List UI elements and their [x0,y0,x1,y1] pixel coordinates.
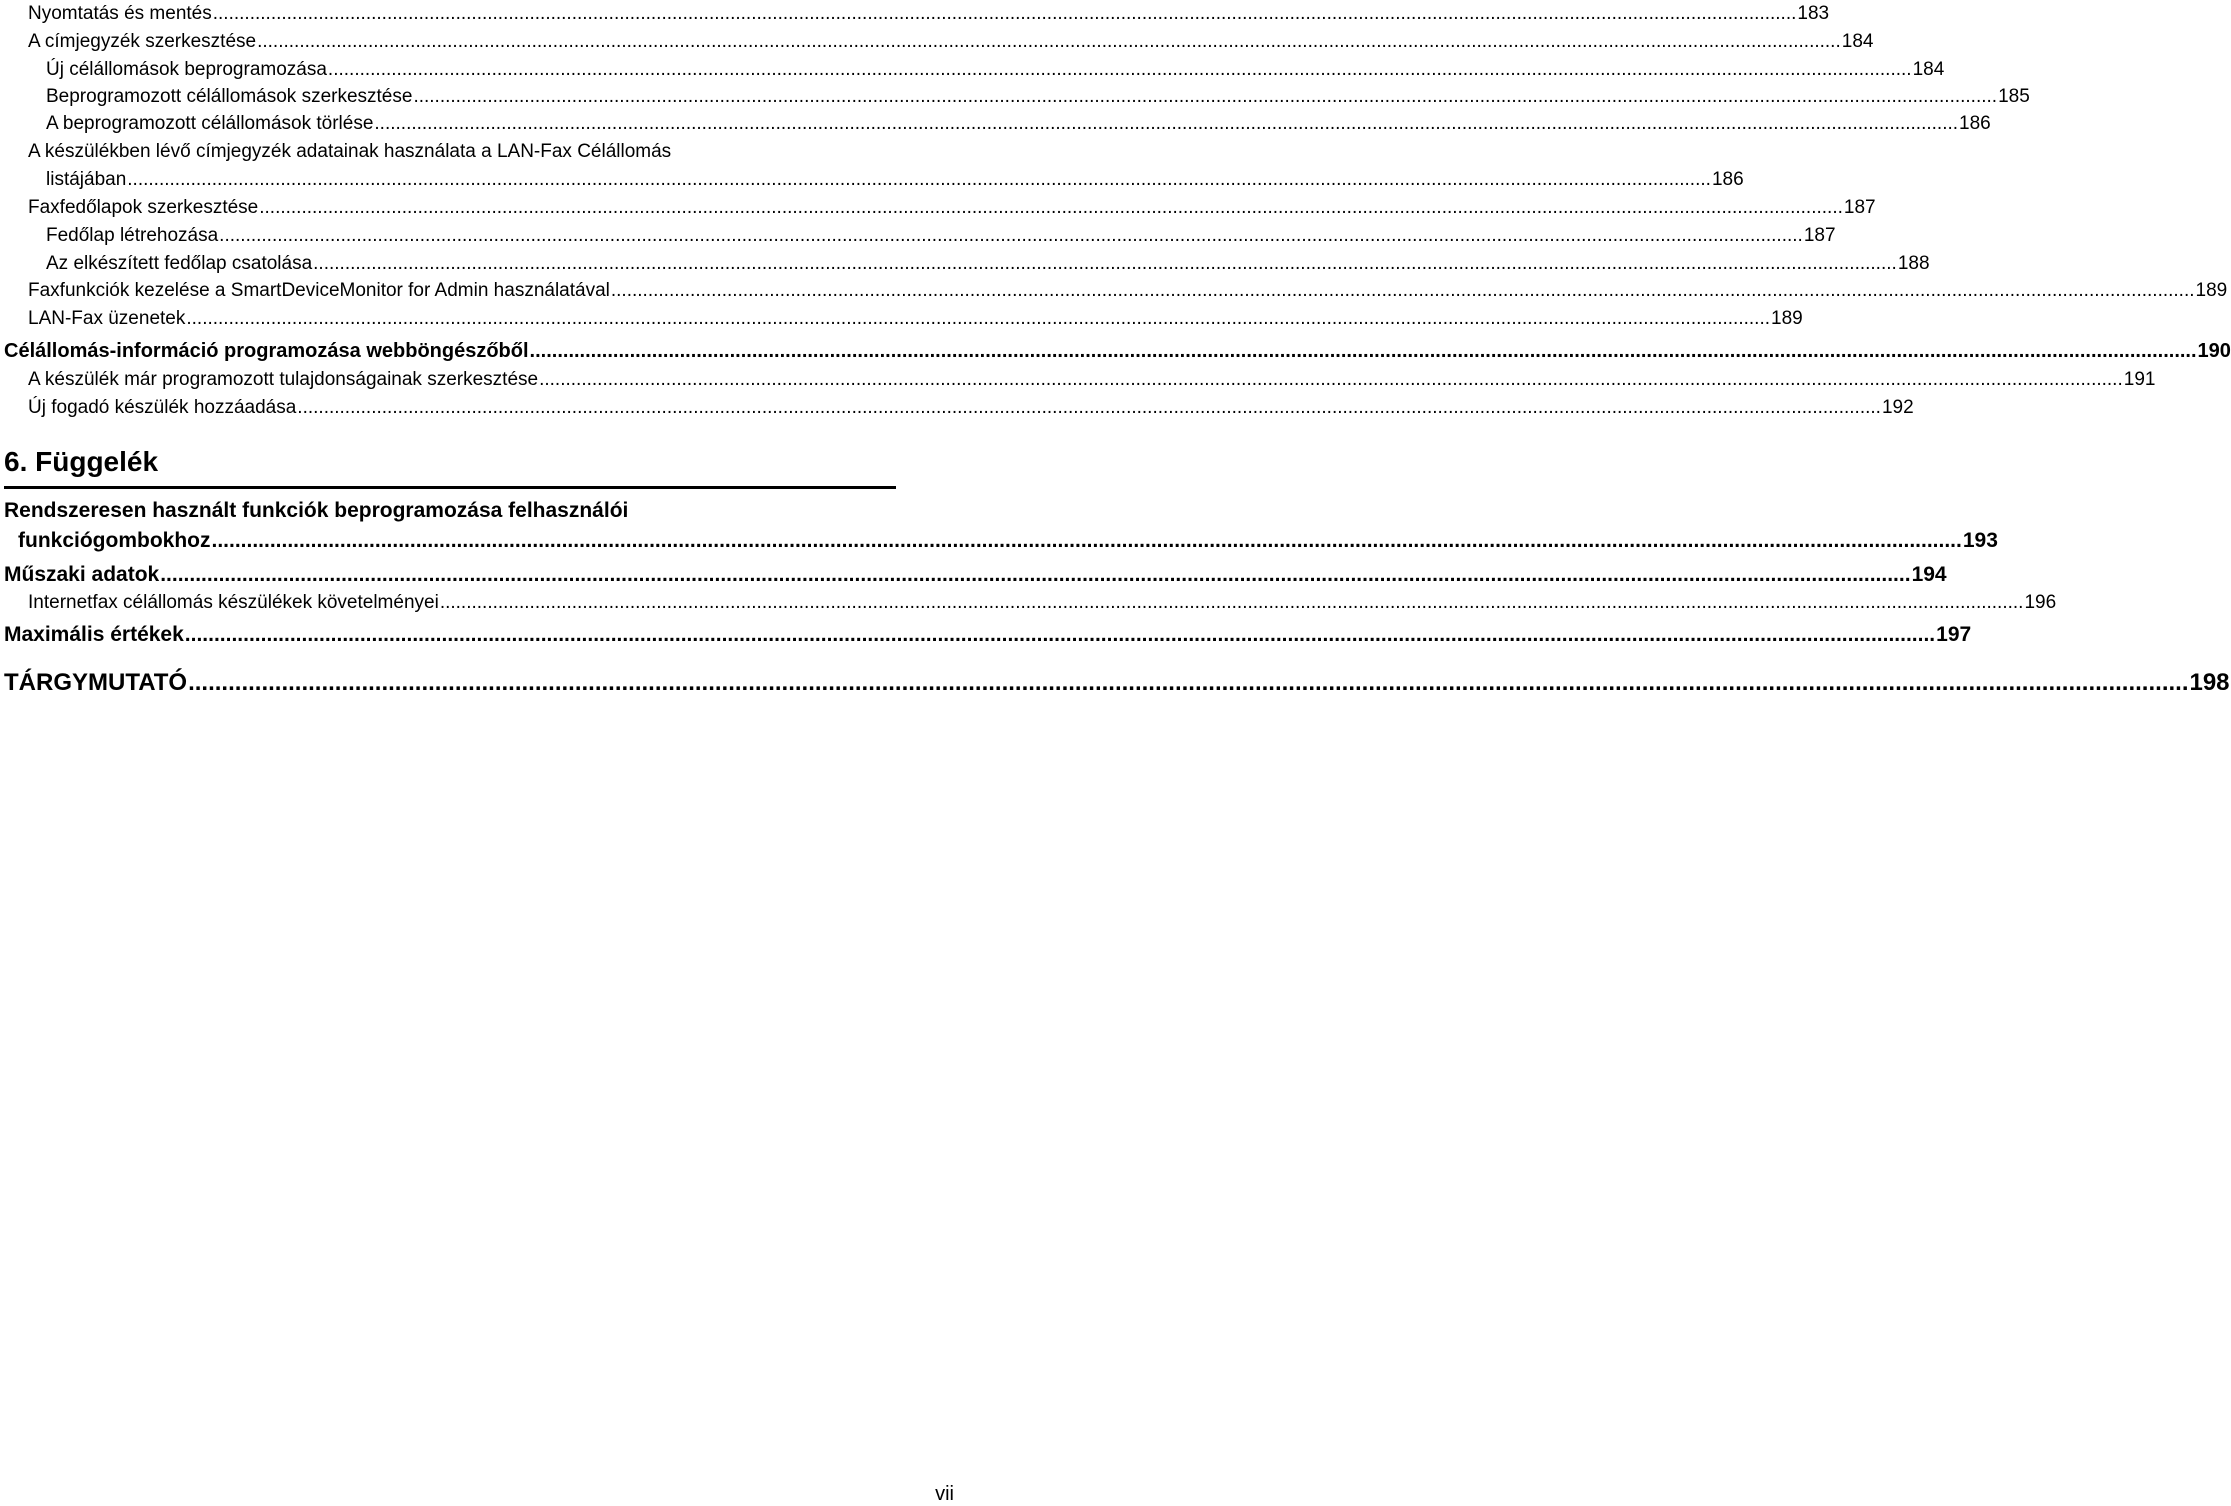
toc-entry[interactable] [28,308,1803,329]
leader-dots: ............................................................................................................................................................................................................................................................................................................ [186,308,1771,329]
toc-entry-page: 186 [1711,169,1744,190]
toc-entry[interactable] [4,563,1947,586]
toc-entry[interactable] [46,253,1930,274]
toc-entry[interactable] [46,113,1991,134]
toc-entry-page: 190 [2197,340,2231,362]
leader-dots: ............................................................................................................................................................................................................................................................................................................ [529,340,2197,362]
leader-dots: ............................................................................................................................................................................................................................................................................................................ [127,169,1711,190]
toc-entry-title: Internetfax célállomás készülékek követelményei [28,592,439,613]
toc-entry-title: Faxfunkciók kezelése a SmartDeviceMonitor for Admin használatával [28,280,610,301]
leader-dots: ............................................................................................................................................................................................................................................................................................................ [413,86,1998,107]
toc-entry[interactable] [46,86,2030,107]
toc-entry-title: LAN-Fax üzenetek [28,308,186,329]
toc-entry-title: Fedőlap létrehozása [46,225,219,246]
toc-entry-page: 189 [2195,280,2228,301]
leader-dots: ............................................................................................................................................................................................................................................................................................................ [184,623,1936,646]
toc-entry-title: A címjegyzék szerkesztése [28,31,257,52]
leader-dots: ............................................................................................................................................................................................................................................................................................................ [374,113,1959,134]
toc-entry-page: 187 [1803,225,1836,246]
toc-entry[interactable] [28,280,2228,301]
toc-entry-page: 184 [1912,59,1945,80]
toc-entry-page: 192 [1881,397,1914,418]
toc-entry-page: 185 [1998,86,2030,107]
toc-entry-title: Maximális értékek [4,623,184,646]
chapter-heading: 6. Függelék [4,446,159,477]
toc-entry[interactable] [46,59,1945,80]
leader-dots: ............................................................................................................................................................................................................................................................................................................ [160,563,1911,586]
leader-dots: ............................................................................................................................................................................................................................................................................................................ [259,197,1843,218]
toc-entry-title: listájában [46,169,127,190]
toc-entry-title: Faxfedőlapok szerkesztése [28,197,259,218]
toc-entry-title: Nyomtatás és mentés [28,3,212,24]
leader-dots: ............................................................................................................................................................................................................................................................................................................ [610,280,2195,301]
toc-entry[interactable] [28,31,1874,52]
toc-entry-title: Az elkészített fedőlap csatolása [46,253,313,274]
toc-entry[interactable] [46,169,1744,190]
leader-dots: ............................................................................................................................................................................................................................................................................................................ [539,369,2123,390]
toc-entry[interactable] [28,3,1830,24]
toc-entry-title: Célállomás-információ programozása webböngészőből [4,340,529,362]
toc-entry[interactable] [28,592,2057,613]
toc-entry-page: 197 [1936,623,1972,646]
toc-entry-page: 184 [1841,31,1874,52]
toc-entry-title: Beprogramozott célállomások szerkesztése [46,86,413,107]
page-number: vii [935,1483,954,1505]
toc-entry[interactable] [4,340,2231,362]
toc-entry-title: TÁRGYMUTATÓ [4,669,188,696]
leader-dots: ............................................................................................................................................................................................................................................................................................................ [327,59,1912,80]
toc-entry-title: Új fogadó készülék hozzáadása [28,397,297,418]
toc-entry-page: 191 [2123,369,2156,390]
toc-entry-page: 187 [1843,197,1876,218]
leader-dots: ............................................................................................................................................................................................................................................................................................................ [297,397,1881,418]
leader-dots: ............................................................................................................................................................................................................................................................................................................ [188,669,2189,696]
toc-entry-index[interactable] [4,669,2230,696]
toc-entry-title: A beprogramozott célállomások törlése [46,113,374,134]
toc-entry-page: 186 [1959,113,1991,134]
toc-entry[interactable] [28,397,1914,418]
toc-entry[interactable] [4,623,1972,646]
toc-entry-page: 193 [1962,529,1998,552]
toc-entry-title-line1[interactable]: Rendszeresen használt funkciók beprogramozása felhasználói [4,499,629,522]
toc-entry[interactable] [28,369,2156,390]
chapter-rule [4,486,896,489]
toc-entry-title: Műszaki adatok [4,563,160,586]
leader-dots: ............................................................................................................................................................................................................................................................................................................ [257,31,1841,52]
toc-entry-title: Új célállomások beprogramozása [46,59,327,80]
toc-entry[interactable] [18,529,1998,552]
leader-dots: ............................................................................................................................................................................................................................................................................................................ [211,529,1962,552]
toc-entry[interactable] [28,197,1876,218]
toc-entry[interactable] [46,225,1836,246]
toc-entry-page: 188 [1897,253,1930,274]
toc-entry-title-line1[interactable]: A készülékben lévő címjegyzék adatainak használata a LAN-Fax Célállomás [28,141,672,162]
toc-entry-page: 196 [2024,592,2057,613]
toc-entry-page: 198 [2189,669,2230,696]
leader-dots: ............................................................................................................................................................................................................................................................................................................ [219,225,1803,246]
toc-entry-page: 194 [1911,563,1947,586]
leader-dots: ............................................................................................................................................................................................................................................................................................................ [313,253,1897,274]
toc-entry-page: 183 [1797,3,1830,24]
leader-dots: ............................................................................................................................................................................................................................................................................................................ [212,3,1797,24]
toc-entry-title: funkciógombokhoz [18,529,211,552]
leader-dots: ............................................................................................................................................................................................................................................................................................................ [439,592,2024,613]
toc-entry-title: A készülék már programozott tulajdonságainak szerkesztése [28,369,539,390]
toc-entry-page: 189 [1771,308,1803,329]
